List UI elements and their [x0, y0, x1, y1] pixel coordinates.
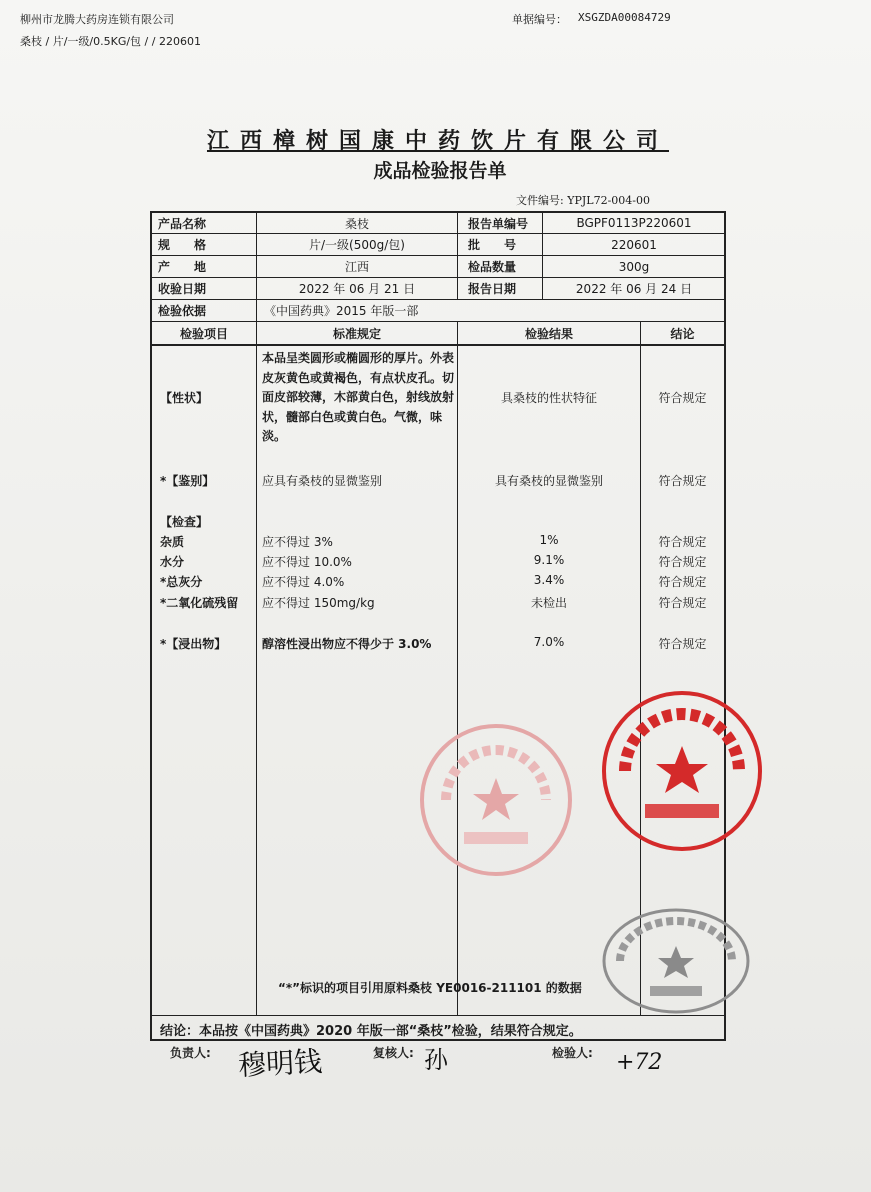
standard-appearance: 本品呈类圆形或椭圆形的厚片。外表皮灰黄色或黄褐色，有点状皮孔。切面皮部较薄，木部黄白色，射线放射状，髓部白色或黄白色。气微，味淡。 — [262, 351, 455, 443]
product-name: 桑枝 — [344, 216, 369, 231]
doc-number: XSGZDA00084729 — [578, 11, 671, 24]
report-number: BGPF0113P220601 — [576, 216, 692, 230]
batch-number: 220601 — [611, 237, 657, 252]
item-appearance: 【性状】 — [160, 391, 209, 405]
red-quality-stamp — [597, 688, 767, 854]
spec-label: 规 格 — [158, 238, 207, 252]
responsible-label: 负责人: — [170, 1046, 211, 1060]
product-name-label: 产品名称 — [158, 216, 207, 231]
faded-quality-stamp — [416, 720, 576, 880]
quantity-label: 检品数量 — [468, 260, 517, 274]
col-header-item: 检验项目 — [179, 326, 228, 341]
standard-total-ash: 应不得过 4.0% — [262, 575, 345, 589]
standard-moisture: 应不得过 10.0% — [262, 555, 352, 569]
standard-so2: 应不得过 150mg/kg — [262, 596, 375, 610]
batch-label: 批 号 — [468, 238, 517, 252]
inspection-header: 【检查】 — [160, 515, 209, 529]
result-identification: 具有桑枝的显微鉴别 — [494, 474, 603, 488]
spec: 片/一级(500g/包) — [309, 238, 405, 252]
col-header-standard: 标准规定 — [332, 326, 381, 341]
doc-number-label: 单据编号： — [512, 13, 567, 26]
item-total-ash: *总灰分 — [160, 575, 203, 589]
product-line: 桑枝 / 片/一级/0.5KG/包 / / 220601 — [20, 35, 201, 48]
result-total-ash: 3.4% — [533, 573, 565, 587]
standard-extract: 醇溶性浸出物应不得少于 3.0% — [262, 637, 432, 651]
overall-conclusion: 结论：本品按《中国药典》2020 年版一部“桑枝”检验，结果符合规定。 — [160, 1024, 582, 1039]
footnote: “*”标识的项目引用原料桑枝 YE0016-211101 的数据 — [278, 981, 582, 995]
standard-impurity: 应不得过 3% — [262, 535, 333, 549]
result-appearance: 具桑枝的性状特征 — [500, 391, 597, 405]
origin-label: 产 地 — [158, 260, 207, 274]
conclusion-moisture: 符合规定 — [658, 555, 707, 569]
inspector-signature: +72 — [616, 1050, 663, 1075]
item-impurity: 杂质 — [160, 535, 185, 549]
origin: 江西 — [344, 260, 369, 274]
item-so2: *二氧化硫残留 — [160, 596, 239, 610]
reviewer-signature: 孙 — [424, 1046, 448, 1074]
standard-identification: 应具有桑枝的显微鉴别 — [262, 474, 383, 488]
result-extract: 7.0% — [533, 635, 565, 649]
conclusion-so2: 符合规定 — [658, 596, 707, 610]
basis: 《中国药典》2015 年版一部 — [264, 304, 419, 318]
item-moisture: 水分 — [160, 555, 185, 569]
item-extract: *【浸出物】 — [160, 637, 227, 651]
col-header-conclusion: 结论 — [670, 326, 695, 341]
report-date-label: 报告日期 — [468, 282, 517, 296]
file-number: 文件编号: YPJL72-004-00 — [516, 194, 651, 207]
basis-label: 检验依据 — [158, 304, 207, 318]
inspector-label: 检验人: — [552, 1046, 593, 1060]
receive-date: 2022 年 06 月 21 日 — [298, 282, 416, 296]
receive-date-label: 收验日期 — [158, 282, 207, 296]
result-impurity: 1% — [539, 533, 559, 547]
result-moisture: 9.1% — [533, 553, 565, 567]
conclusion-identification: 符合规定 — [658, 474, 707, 488]
conclusion-extract: 符合规定 — [658, 637, 707, 651]
report-date: 2022 年 06 月 24 日 — [575, 282, 693, 296]
col-header-result: 检验结果 — [524, 326, 573, 341]
report-title: 成品检验报告单 — [373, 160, 507, 182]
item-identification: *【鉴别】 — [160, 474, 215, 488]
responsible-signature: 穆明钱 — [237, 1044, 323, 1083]
report-number-label: 报告单编号 — [468, 216, 529, 231]
grey-inspection-stamp — [600, 906, 752, 1016]
manufacturer-title: 江西樟树国康中药饮片有限公司 — [206, 128, 669, 154]
conclusion-total-ash: 符合规定 — [658, 575, 707, 589]
distributor-name: 柳州市龙腾大药房连锁有限公司 — [20, 13, 174, 26]
result-so2: 未检出 — [530, 596, 567, 610]
quantity: 300g — [618, 259, 650, 274]
reviewer-label: 复核人: — [373, 1046, 414, 1060]
conclusion-impurity: 符合规定 — [658, 535, 707, 549]
conclusion-appearance: 符合规定 — [658, 391, 707, 405]
